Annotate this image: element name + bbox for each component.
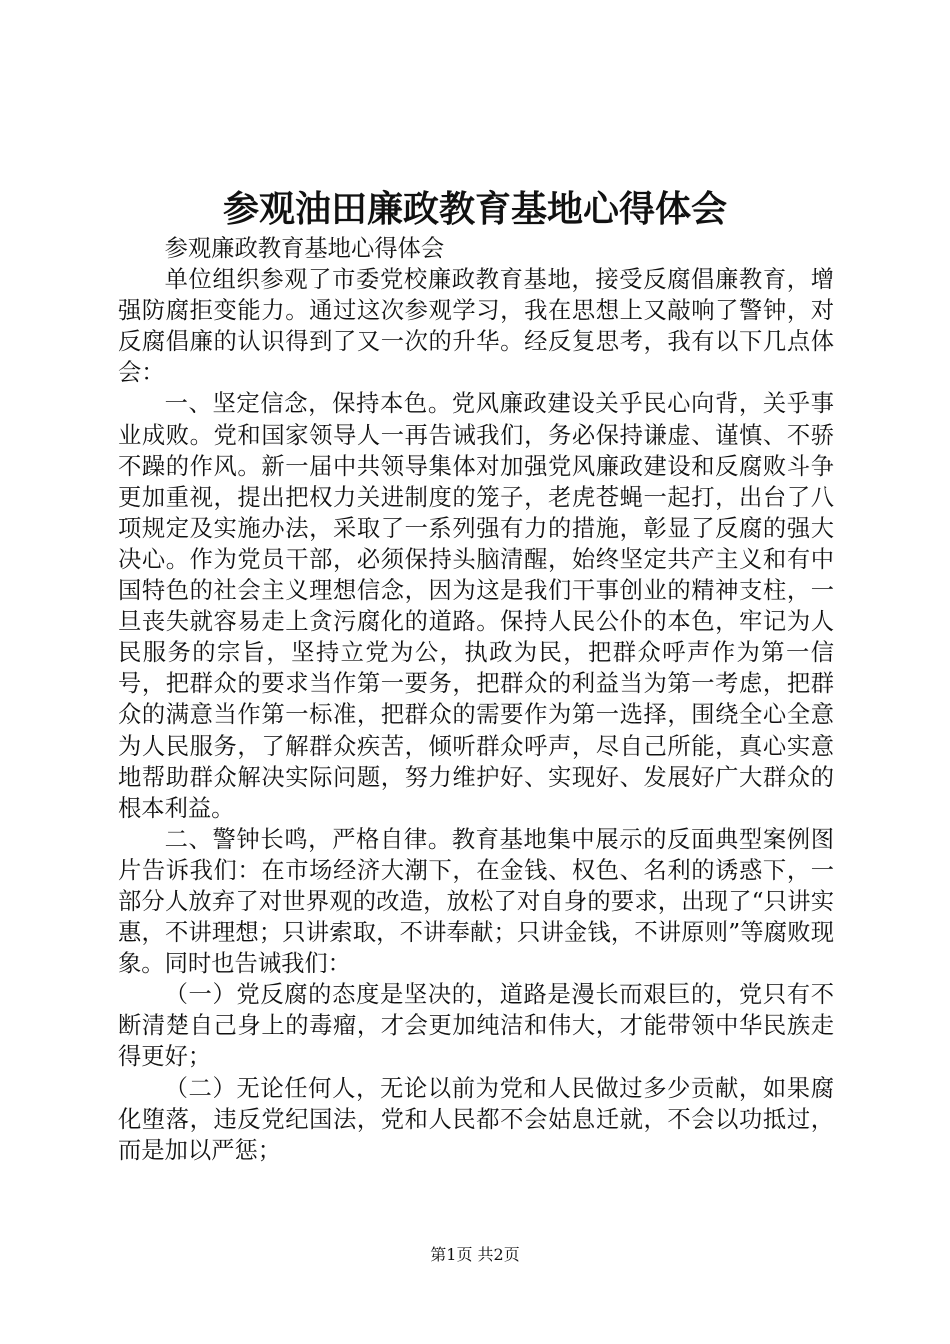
intro-paragraph: 单位组织参观了市委党校廉政教育基地，接受反腐倡廉教育，增强防腐拒变能力。通过这次参观学习，我在思想上又敲响了警钟，对反腐倡廉的认识得到了又一次的升华。经反复思考，我有以下几点体会： [118,266,834,387]
point-one-paragraph: （一）党反腐的态度是坚决的，道路是漫长而艰巨的，党只有不断清楚自己身上的毒瘤，才会更加纯洁和伟大，才能带领中华民族走得更好； [118,981,834,1071]
point-two-paragraph: （二）无论任何人，无论以前为党和人民做过多少贡献，如果腐化堕落，违反党纪国法，党和人民都不会姑息迁就，不会以功抵过，而是加以严惩； [118,1074,834,1164]
section-one-paragraph: 一、坚定信念，保持本色。党风廉政建设关乎民心向背，关乎事业成败。党和国家领导人一再告诫我们，务必保持谦虚、谨慎、不骄不躁的作风。新一届中共领导集体对加强党风廉政建设和反腐败斗争更加重视，提出把权力关进制度的笼子，老虎苍蝇一起打，出台了八项规定及实施办法，采取了一系列强有力的措施，彰显了反腐的强大决心。作为党员干部，必须保持头脑清醒，始终坚定共产主义和有中国特色的社会主义理想信念，因为这是我们干事创业的精神支柱，一旦丧失就容易走上贪污腐化的道路。保持人民公仆的本色，牢记为人民服务的宗旨，坚持立党为公，执政为民，把群众呼声作为第一信号，把群众的要求当作第一要务，把群众的利益当为第一考虑，把群众的满意当作第一标准，把群众的需要作为第一选择，围绕全心全意为人民服务，了解群众疾苦，倾听群众呼声，尽自己所能，真心实意地帮助群众解决实际问题，努力维护好、实现好、发展好广大群众的根本利益。 [118,390,834,822]
subtitle-paragraph: 参观廉政教育基地心得体会 [164,235,445,262]
document-title: 参观油田廉政教育基地心得体会 [222,188,727,230]
document-body [118,233,834,1166]
section-two-paragraph: 二、警钟长鸣，严格自律。教育基地集中展示的反面典型案例图片告诉我们：在市场经济大潮下，在金钱、权色、名利的诱惑下，一部分人放弃了对世界观的改造，放松了对自身的要求，出现了“只讲实惠，不讲理想；只讲索取，不讲奉献；只讲金钱，不讲原则”等腐败现象。同时也告诫我们： [118,825,834,978]
page-footer: 第1页 共2页 [430,1245,520,1264]
